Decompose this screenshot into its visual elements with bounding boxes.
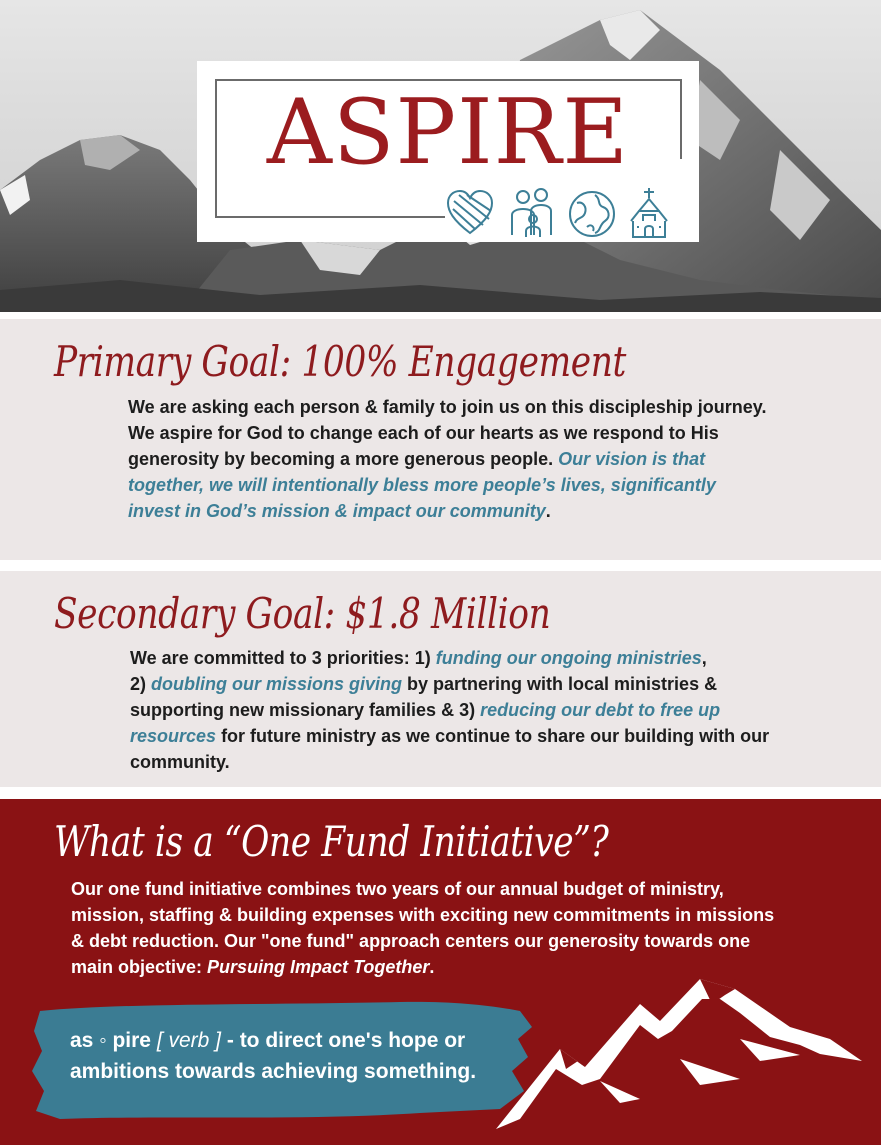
church-icon bbox=[631, 188, 667, 237]
aspire-definition bbox=[70, 1025, 476, 1087]
one-fund-section bbox=[0, 799, 881, 1145]
one-fund-body bbox=[71, 876, 831, 980]
globe-icon bbox=[570, 192, 614, 236]
hero-banner bbox=[0, 0, 881, 312]
secondary-line-5: community. bbox=[130, 752, 230, 772]
one-fund-objective: Pursuing Impact Together bbox=[207, 957, 430, 977]
secondary-text-2b: by partnering with local ministries & bbox=[402, 674, 718, 694]
primary-highlight-1: Our vision is that bbox=[558, 449, 706, 469]
primary-line-2: We aspire for God to change each of our hearts as we respond to His bbox=[128, 423, 719, 443]
one-fund-text-4: main objective: bbox=[71, 957, 208, 977]
one-fund-line-3: & debt reduction. Our "one fund" approach centers our generosity towards one bbox=[71, 931, 751, 951]
mountain-graphic bbox=[496, 979, 862, 1129]
secondary-goal-body bbox=[130, 645, 850, 775]
heart-icon bbox=[448, 191, 492, 233]
secondary-text-1a: We are committed to 3 priorities: 1) bbox=[130, 648, 436, 668]
title-card bbox=[197, 61, 699, 242]
primary-line-5 bbox=[128, 498, 848, 524]
secondary-text-1b: , bbox=[701, 648, 707, 668]
definition-word: as ◦ pire bbox=[70, 1029, 157, 1052]
page-title: ASPIRE bbox=[266, 80, 630, 185]
primary-goal-section bbox=[0, 319, 881, 560]
secondary-text-2a: 2) bbox=[130, 674, 152, 694]
secondary-line-3 bbox=[130, 697, 850, 723]
primary-line-1: We are asking each person & family to join us on this discipleship journey. bbox=[128, 397, 767, 417]
secondary-text-4b: for future ministry as we continue to share our building with our bbox=[216, 726, 770, 746]
primary-goal-title: Primary Goal: 100% Engagement bbox=[54, 337, 626, 386]
secondary-line-2 bbox=[130, 671, 850, 697]
one-fund-line-1: Our one fund initiative combines two years of our annual budget of ministry, bbox=[71, 879, 724, 899]
primary-highlight-3: invest in God’s mission & impact our community bbox=[128, 501, 546, 521]
secondary-goal-section bbox=[0, 571, 881, 787]
primary-end: . bbox=[545, 501, 551, 521]
secondary-line-1 bbox=[130, 645, 850, 671]
primary-text-3: generosity by becoming a more generous people. bbox=[128, 449, 554, 469]
secondary-line-4 bbox=[130, 723, 850, 749]
priority-missions-giving: doubling our missions giving bbox=[151, 674, 403, 694]
one-fund-line-2: mission, staffing & building expenses with exciting new commitments in missions bbox=[71, 905, 775, 925]
primary-line-3 bbox=[128, 446, 848, 472]
definition-line-2: ambitions towards achieving something. bbox=[70, 1060, 477, 1083]
secondary-goal-title: Secondary Goal: $1.8 Million bbox=[54, 589, 551, 638]
priority-reducing-debt: reducing our debt to free up bbox=[480, 700, 721, 720]
priority-resources: resources bbox=[130, 726, 217, 746]
definition-text-1: - to direct one's hope or bbox=[221, 1029, 466, 1052]
secondary-text-3a: supporting new missionary families & 3) bbox=[130, 700, 481, 720]
one-fund-end: . bbox=[429, 957, 435, 977]
primary-highlight-2: together, we will intentionally bless more people’s lives, significantly bbox=[128, 475, 716, 495]
one-fund-line-4 bbox=[71, 954, 831, 980]
family-icon bbox=[512, 189, 551, 237]
icon-row bbox=[445, 187, 685, 241]
definition-line-1 bbox=[70, 1025, 476, 1056]
primary-goal-body bbox=[128, 394, 848, 524]
priority-ongoing-ministries: funding our ongoing ministries bbox=[435, 648, 702, 668]
one-fund-title: What is a “One Fund Initiative”? bbox=[54, 817, 609, 866]
definition-part-of-speech: [ verb ] bbox=[156, 1029, 222, 1052]
